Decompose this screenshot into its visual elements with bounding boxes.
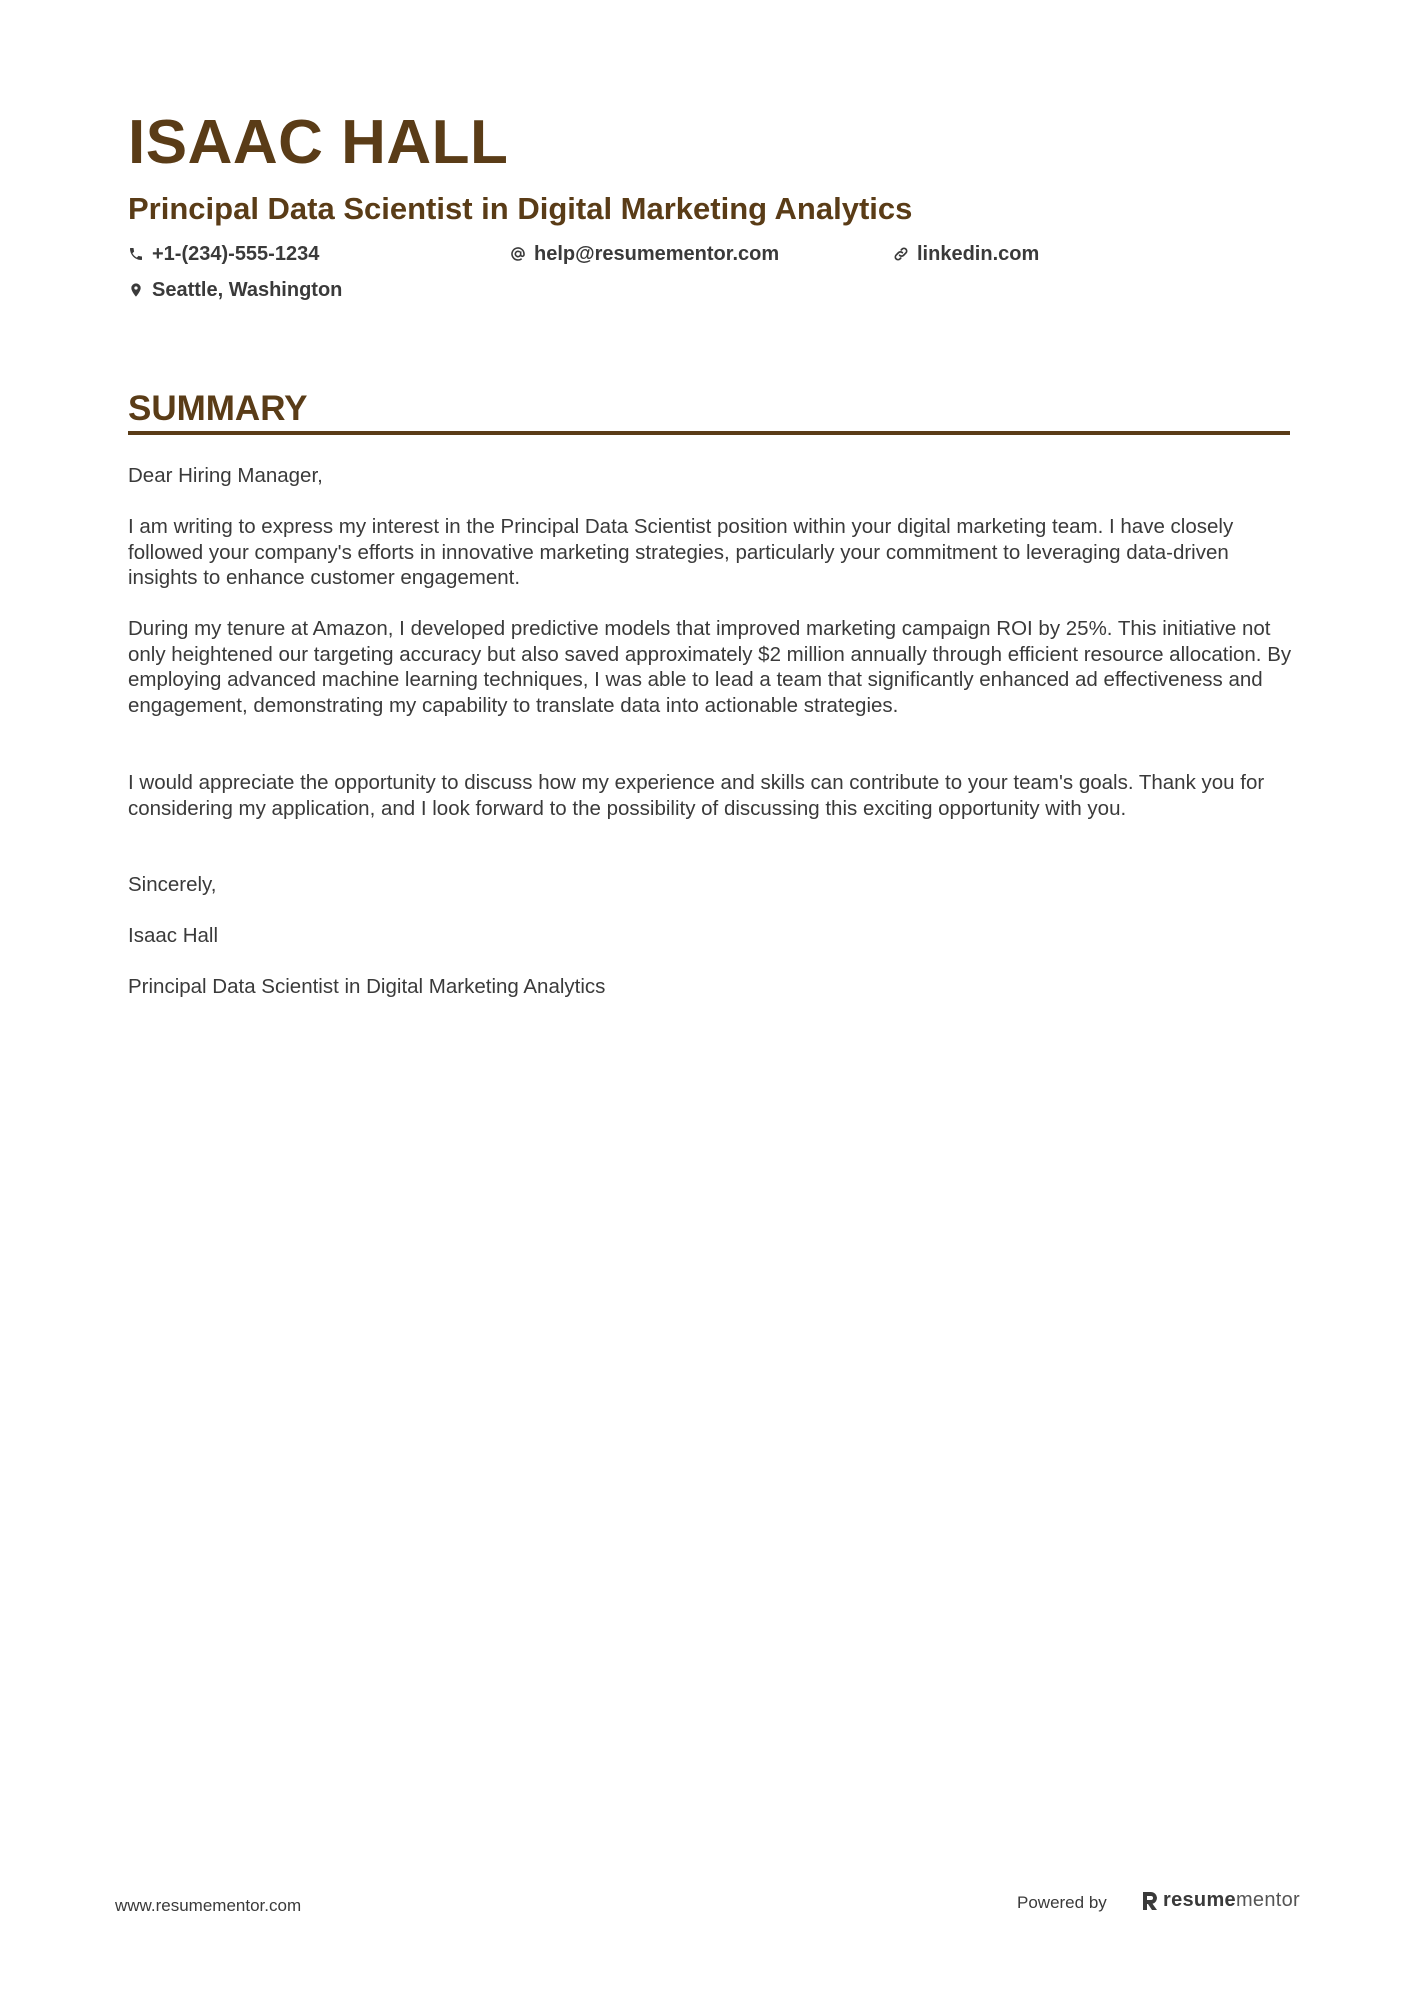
link-icon bbox=[893, 246, 909, 262]
contact-location bbox=[128, 280, 342, 300]
letter-paragraph-1: I am writing to express my interest in the Principal Data Scientist position within your digital marketing team. I have closely followed your company's efforts in innovative marketing strategies, particularly your commitment to leveraging data-driven insights to enhance customer engagement. bbox=[128, 515, 1234, 590]
brand-name-part2: mentor bbox=[1235, 1889, 1300, 1911]
location-text: Seattle, Washington bbox=[152, 279, 343, 301]
at-icon bbox=[510, 246, 526, 262]
letter-greeting: Dear Hiring Manager, bbox=[128, 464, 323, 487]
section-heading-summary: SUMMARY bbox=[128, 389, 308, 428]
resumementor-logo-icon bbox=[1141, 1891, 1159, 1911]
letter-paragraph-2: During my tenure at Amazon, I developed predictive models that improved marketing campaign ROI by 25%. This initiative not only heightened our targeting accuracy but also saved approximately $2 million annually through efficient resource allocation. By employing advanced machine learning techniques, I was able to lead a team that significantly enhanced ad effectiveness and engagement, demonstrating my capability to translate data into actionable strategies. bbox=[128, 617, 1292, 718]
contact-email[interactable] bbox=[510, 244, 779, 264]
candidate-name: ISAAC HALL bbox=[128, 108, 509, 177]
phone-text: +1-(234)-555-1234 bbox=[152, 243, 320, 265]
phone-icon bbox=[128, 246, 144, 262]
letter-paragraph-3: I would appreciate the opportunity to discuss how my experience and skills can contribute to your team's goals. Thank you for considering my application, and I look forward to the possibility of discussing this exciting opportunity with you. bbox=[128, 771, 1265, 820]
signature-name: Isaac Hall bbox=[128, 924, 219, 947]
footer-website[interactable]: www.resumementor.com bbox=[115, 1896, 302, 1915]
powered-by-label: Powered by bbox=[1017, 1893, 1107, 1912]
brand-logo[interactable] bbox=[1141, 1889, 1300, 1912]
email-text[interactable]: help@resumementor.com bbox=[534, 243, 780, 265]
letter-closing: Sincerely, bbox=[128, 873, 217, 896]
section-divider bbox=[128, 431, 1290, 435]
location-pin-icon bbox=[128, 282, 144, 298]
candidate-title: Principal Data Scientist in Digital Marketing Analytics bbox=[128, 191, 913, 226]
signature-title: Principal Data Scientist in Digital Marketing Analytics bbox=[128, 975, 606, 998]
brand-name-part1: resume bbox=[1163, 1889, 1236, 1911]
contact-link[interactable] bbox=[893, 244, 1039, 264]
contact-phone bbox=[128, 244, 319, 264]
link-text[interactable]: linkedin.com bbox=[917, 243, 1040, 265]
